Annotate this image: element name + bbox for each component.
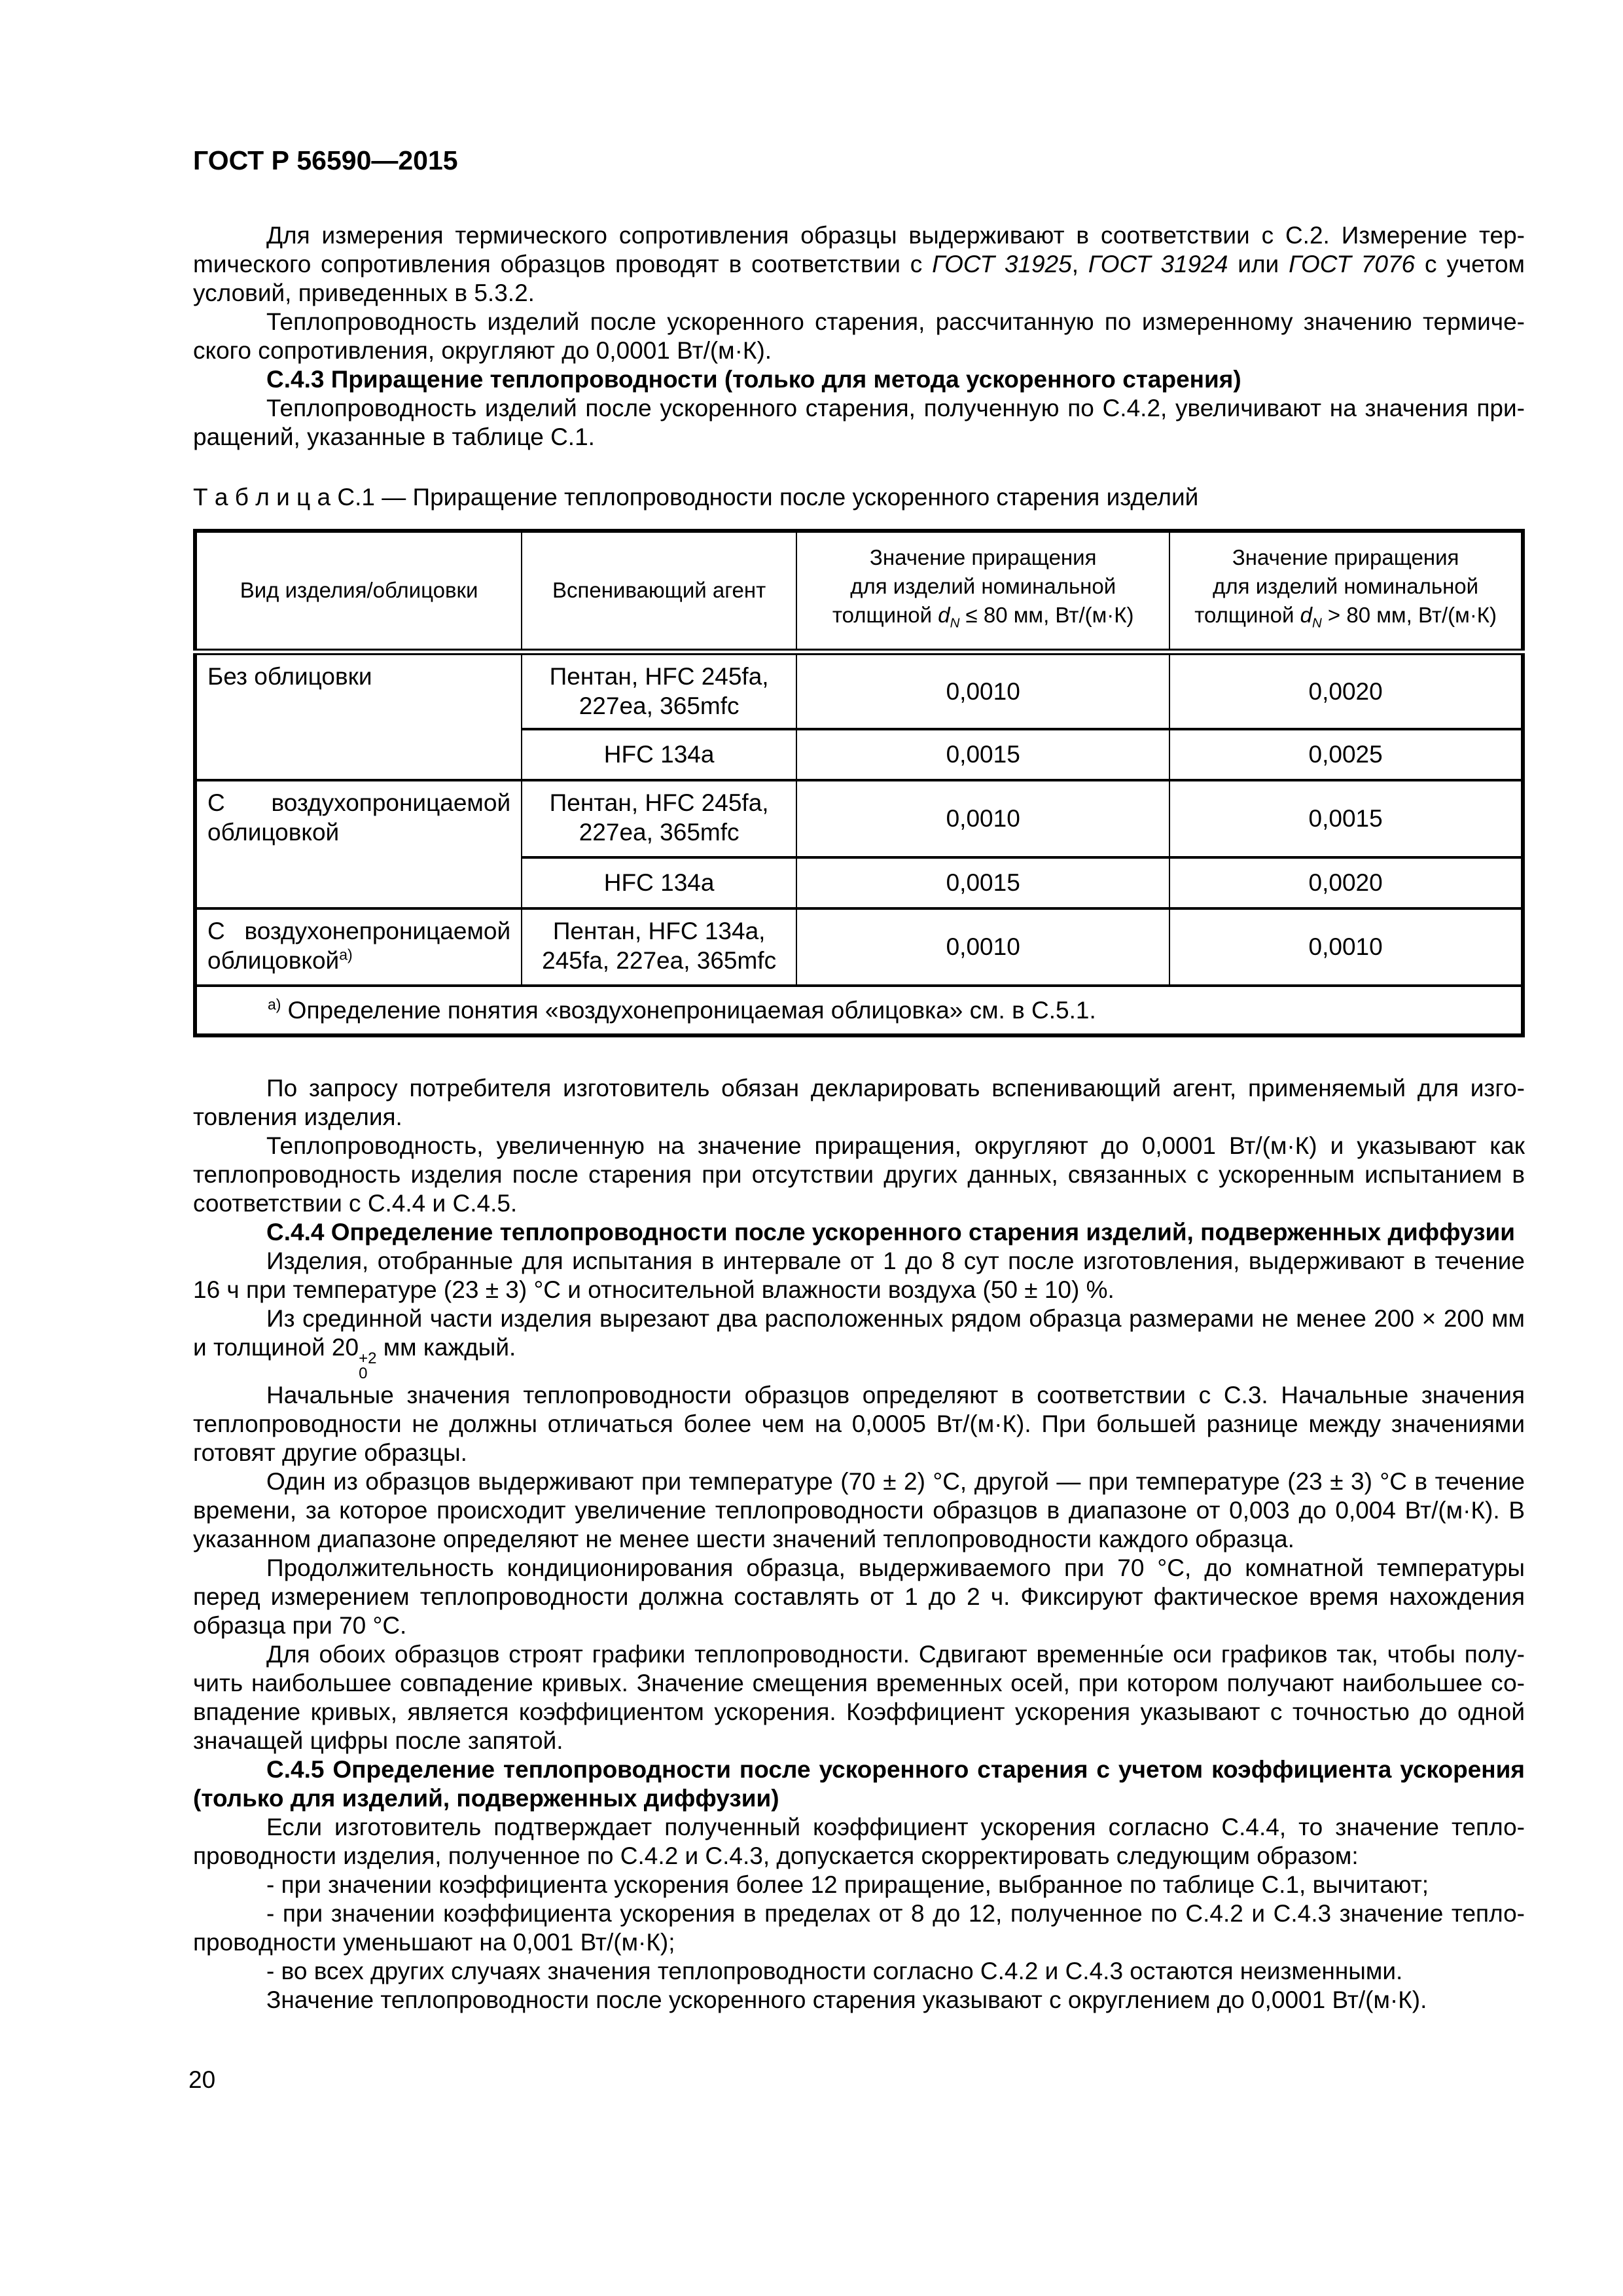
- paragraph-measurement: [193, 221, 1525, 308]
- thickness-variable: d: [938, 603, 950, 627]
- header-line: для изделий номинальной: [850, 574, 1116, 598]
- text-run: или: [1228, 251, 1289, 278]
- text-run: Без облицовки: [207, 662, 372, 690]
- text-run: > 80 мм, Вт/(м·К): [1321, 603, 1497, 627]
- tolerance-plus: +2: [359, 1349, 377, 1367]
- footnote-text: Определение понятия «воздухонепроницаемая облицовка» см. в С.5.1.: [281, 996, 1096, 1024]
- cell-value-le80: 0,0010: [796, 780, 1169, 857]
- increments-table: [193, 529, 1525, 1037]
- column-header-increment-gt80: [1169, 531, 1523, 652]
- doc-code-header: ГОСТ Р 56590—2015: [193, 145, 458, 175]
- cell-value-le80: 0,0010: [796, 908, 1169, 986]
- heading-c45: С.4.5 Определение теплопроводности после ускоренного старения с учетом коэффициента ускорения (только для изделий, подверженных диффузии): [193, 1755, 1525, 1812]
- heading-c43: С.4.3 Приращение теплопроводности (только для метода ускоренного старения): [266, 366, 1241, 393]
- cell-product-impermeable-facing: [195, 908, 522, 986]
- text-run: ,: [1071, 251, 1088, 278]
- heading-c44: С.4.4 Определение теплопроводности после ускоренного старения изделий, подверженных диффузии: [266, 1218, 1515, 1246]
- paragraph-specimen-cutting: [193, 1304, 1525, 1381]
- header-line: Значение приращения: [1232, 545, 1459, 569]
- table-row: [195, 780, 1523, 857]
- tolerance-minus: 0: [359, 1364, 368, 1382]
- text-run: мм каждый.: [376, 1333, 516, 1361]
- paragraph-conditioning-duration: Продолжительность кондиционирования образца, выдерживаемого при 70 °С, до комнатной температуры перед измерением теплопроводности должна составлять от 1 до 2 ч. Фиксируют фактическое время нахождения образца при 70 °С.: [193, 1554, 1525, 1639]
- cell-agent: HFC 134a: [522, 729, 796, 780]
- page-number: 20: [188, 2066, 216, 2093]
- table-footnote-row: [195, 986, 1523, 1035]
- text-run: толщиной: [1194, 603, 1300, 627]
- cell-product-permeable-facing: [195, 780, 522, 908]
- header-line: для изделий номинальной: [1213, 574, 1479, 598]
- gost-reference: ГОСТ 7076: [1289, 251, 1416, 278]
- table-row: [195, 652, 1523, 729]
- column-header-product: Вид изделия/облицовки: [195, 531, 522, 652]
- paragraph-initial-values: Начальные значения теплопроводности образцов определяют в соответствии с С.3. Начальные значения теплопроводности не должны отличаться более чем на 0,0005 Вт/(м·К). При большей разнице между значениями готовят другие образцы.: [193, 1381, 1525, 1466]
- cell-value-gt80: 0,0020: [1169, 652, 1523, 729]
- column-header-increment-le80: [796, 531, 1169, 652]
- table-header-row: [195, 531, 1523, 652]
- cell-agent: Пентан, HFC 245fa, 227ea, 365mfc: [522, 780, 796, 857]
- cell-value-gt80: 0,0010: [1169, 908, 1523, 986]
- column-header-agent: Вспенивающий агент: [522, 531, 796, 652]
- cell-value-le80: 0,0015: [796, 857, 1169, 908]
- table-row: [195, 908, 1523, 986]
- paragraph-final-rounding: Значение теплопроводности после ускоренного старения указывают с округлением до 0,0001 Вт/(м·К).: [266, 1986, 1427, 2013]
- paragraph-holding-temperature: Один из образцов выдерживают при температуре (70 ± 2) °С, другой — при температуре (23 ± 3) °С в течение времени, за которое происходит увеличение теплопроводности образцов в диапазоне от 0,003 до 0,004 Вт/(м·К). В указанном диапазоне определяют не менее шести значений теплопроводности каждого образца.: [193, 1467, 1525, 1552]
- text-run: Для измерения термического сопротивления образцы выдерживают в соответствии с С.2. Измерение терmического сопротивления образцов проводят в соответствии с: [193, 222, 1525, 278]
- list-item-above-12: - при значении коэффициента ускорения более 12 приращение, выбранное по таблице С.1, вычитают;: [266, 1871, 1429, 1898]
- paragraph-coefficient-confirmation: Если изготовитель подтверждает полученный коэффициент ускорения согласно С.4.4, то значение теплопроводности изделия, полученное по С.4.2 и С.4.3, допускается скорректировать следующим образом:: [193, 1813, 1525, 1869]
- footnote-marker: а): [339, 946, 353, 963]
- cell-agent: Пентан, HFC 245fa, 227ea, 365mfc: [522, 652, 796, 729]
- paragraph-graphs-acceleration: Для обоих образцов строят графики теплопроводности. Сдвигают временны́е оси графиков так, чтобы получить наибольшее совпадение кривых. Значение смещения временных осей, при котором получают наибольшее совпадение кривых, является коэффициентом ускорения. Коэффициент ускорения указывают с точностью до одной значащей цифры после запятой.: [193, 1640, 1525, 1754]
- text-run: толщиной: [832, 603, 938, 627]
- list-item-other-cases: - во всех других случаях значения теплопроводности согласно С.4.2 и С.4.3 остаются неизменными.: [266, 1957, 1403, 1984]
- table-caption: Т а б л и ц а С.1 — Приращение теплопроводности после ускоренного старения изделий: [193, 484, 1199, 511]
- cell-agent: Пентан, HFC 134a, 245fa, 227ea, 365mfc: [522, 908, 796, 986]
- text-run: С воздухонепроницаемой облицовкой: [207, 917, 511, 974]
- footnote-marker: а): [268, 996, 281, 1013]
- text-run: Из срединной части изделия вырезают два расположенных рядом образца размерами не менее 200 × 200 мм и толщиной 20: [193, 1304, 1525, 1361]
- text-run: С воздухопроницаемой облицовкой: [207, 789, 511, 846]
- paragraph-increased-conductivity: Теплопроводность, увеличенную на значение приращения, округляют до 0,0001 Вт/(м·К) и указывают как теплопроводность изделия после старения при отсутствии других данных, связанных с ускоренным испытанием в соответствии с С.4.4 и С.4.5.: [193, 1132, 1525, 1217]
- thickness-subscript: N: [950, 615, 960, 631]
- paragraph-specimen-selection: Изделия, отобранные для испытания в интервале от 1 до 8 сут после изготовления, выдерживают в течение 16 ч при температуре (23 ± 3) °С и относительной влажности воздуха (50 ± 10) %.: [193, 1247, 1525, 1303]
- header-line: Значение приращения: [869, 545, 1097, 569]
- cell-value-gt80: 0,0015: [1169, 780, 1523, 857]
- paragraph-increments-intro: Теплопроводность изделий после ускоренного старения, полученную по С.4.2, увеличивают на значения приращений, указанные в таблице С.1.: [193, 395, 1525, 450]
- header-line: [1178, 601, 1513, 638]
- text-run: с учетом условий, приведенных в 5.3.2.: [193, 251, 1525, 306]
- thickness-subscript: N: [1311, 615, 1322, 631]
- tolerance-notation: [359, 1351, 376, 1381]
- thickness-variable: d: [1300, 603, 1312, 627]
- paragraph-agent-declaration: По запросу потребителя изготовитель обязан декларировать вспенивающий агент, применяемый для изготовления изделия.: [193, 1074, 1525, 1130]
- gost-reference: ГОСТ 31925: [932, 251, 1072, 278]
- cell-value-le80: 0,0015: [796, 729, 1169, 780]
- cell-product-no-facing: [195, 652, 522, 780]
- paragraph-conductivity-rounding: Теплопроводность изделий после ускоренного старения, рассчитанную по измеренному значению термического сопротивления, округляют до 0,0001 Вт/(м·К).: [193, 308, 1525, 364]
- cell-value-gt80: 0,0025: [1169, 729, 1523, 780]
- list-item-8-to-12: - при значении коэффициента ускорения в пределах от 8 до 12, полученное по С.4.2 и С.4.3 значение теплопроводности уменьшают на 0,001 Вт/(м·К);: [193, 1899, 1525, 1956]
- cell-agent: HFC 134a: [522, 857, 796, 908]
- table-footnote: [195, 986, 1523, 1035]
- header-line: [805, 601, 1161, 638]
- cell-value-le80: 0,0010: [796, 652, 1169, 729]
- text-run: ≤ 80 мм, Вт/(м·К): [959, 603, 1134, 627]
- cell-value-gt80: 0,0020: [1169, 857, 1523, 908]
- gost-reference: ГОСТ 31924: [1088, 251, 1228, 278]
